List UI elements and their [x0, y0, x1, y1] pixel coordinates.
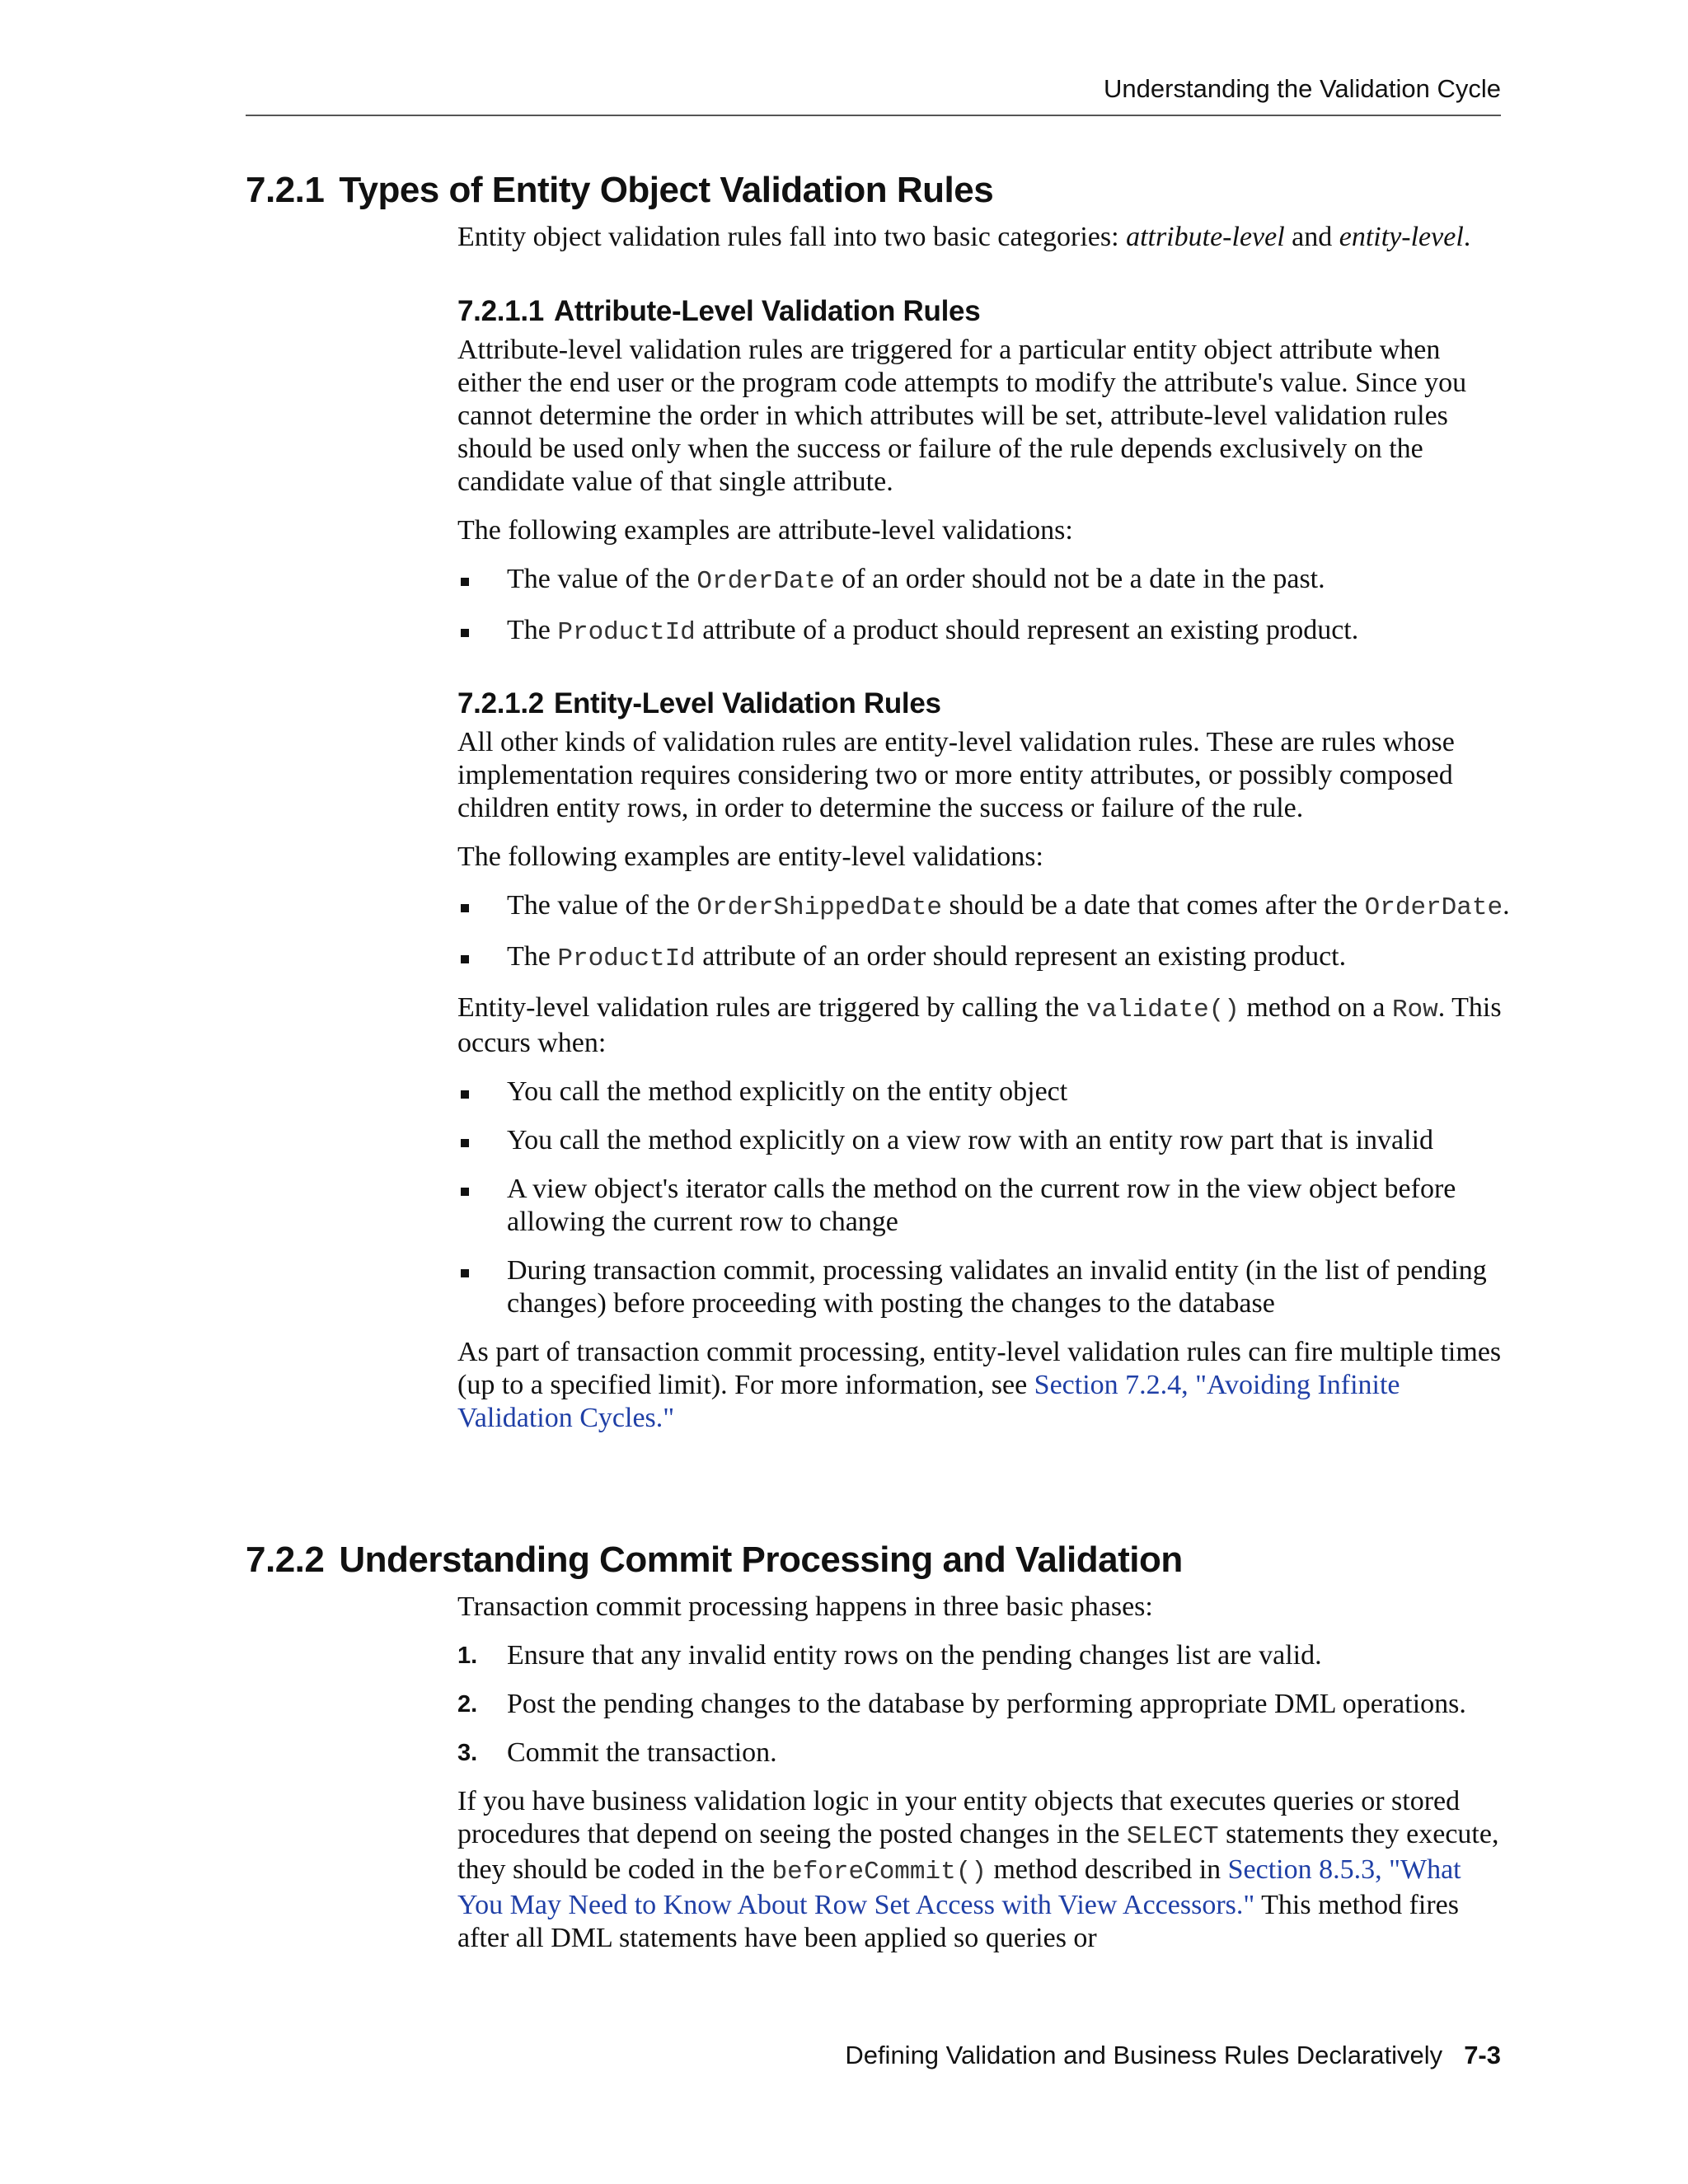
paragraph: The following examples are attribute-level validations:	[457, 515, 1073, 546]
step-number: 2.	[457, 1691, 478, 1718]
text-run: method described in	[986, 1854, 1228, 1885]
step-text: Ensure that any invalid entity rows on the pending changes list are valid.	[507, 1640, 1322, 1671]
list-item	[457, 1076, 1511, 1108]
bullet-icon	[461, 629, 469, 637]
list-item	[457, 889, 1511, 925]
paragraph: Transaction commit processing happens in three basic phases:	[457, 1591, 1153, 1622]
text-run: should be a date that comes after the	[942, 890, 1365, 921]
cross-reference-link[interactable]: Section 7.2.4, "Avoiding Infinite Validation Cycles."	[457, 1370, 1400, 1433]
code-text: ProductId	[557, 618, 696, 647]
footer-title: Defining Validation and Business Rules Declaratively	[845, 2041, 1443, 2069]
text-run: You call the method explicitly on the entity object	[507, 1076, 1068, 1107]
bullet-list	[457, 563, 1511, 649]
bullet-icon	[461, 578, 469, 586]
text-run: attribute of a product should represent an existing product.	[695, 615, 1359, 645]
section-heading-7-2-2	[246, 1540, 1183, 1581]
list-item	[457, 1688, 1511, 1721]
paragraph	[457, 1785, 1511, 1955]
cross-reference-link[interactable]: Section 8.5.3, "What You May Need to Know About Row Set Access with View Accessors."	[457, 1854, 1461, 1920]
bullet-icon	[461, 904, 469, 912]
page-footer	[845, 2041, 1501, 2070]
text-run: attribute of an order should represent an existing product.	[695, 941, 1347, 972]
paragraph	[457, 991, 1511, 1060]
text-run: The	[507, 615, 558, 645]
text-run: The	[507, 941, 558, 972]
code-text: beforeCommit()	[771, 1858, 987, 1886]
step-number: 1.	[457, 1643, 478, 1669]
text-run: The value of the	[507, 890, 697, 921]
section-body-7-2-2	[457, 1591, 1511, 1971]
intro-paragraph	[457, 221, 1511, 254]
text-run: The value of the	[507, 564, 697, 594]
code-text: ProductId	[557, 944, 696, 973]
paragraph: All other kinds of validation rules are entity-level validation rules. These are rules whose implementation requires considering two or more entity attributes, or possibly composed children entity rows, in order to determine the success or failure of the rule.	[457, 727, 1455, 823]
paragraph: The following examples are entity-level validations:	[457, 841, 1043, 872]
text-run: and	[1284, 222, 1339, 252]
step-text: Commit the transaction.	[507, 1737, 777, 1768]
paragraph	[457, 1336, 1511, 1435]
subsection-number: 7.2.1.1	[457, 295, 544, 327]
text-run: A view object's iterator calls the method on the current row in the view object before allowing the current row to change	[507, 1174, 1456, 1237]
subsection-title: Attribute-Level Validation Rules	[553, 295, 981, 327]
text-run: Entity object validation rules fall into two basic categories:	[457, 222, 1127, 252]
list-item	[457, 614, 1511, 649]
section-body-7-2-1	[457, 221, 1511, 1451]
bullet-icon	[461, 955, 469, 963]
section-number: 7.2.2	[246, 1540, 325, 1580]
list-item	[457, 1173, 1511, 1239]
text-run: . This occurs when:	[457, 992, 1502, 1058]
text-run: statements they execute, they should be coded in the	[457, 1819, 1499, 1885]
paragraph: Attribute-level validation rules are triggered for a particular entity object attribute when either the end user or the program code attempts to modify the attribute's value. Since you cannot determine the order in which attributes will be set, attribute-level validation rules should be used only when the success or failure of the rule depends exclusively on the candidate value of that single attribute.	[457, 335, 1467, 497]
section-title: Types of Entity Object Validation Rules	[339, 170, 994, 210]
list-item	[457, 563, 1511, 598]
page-number: 7-3	[1464, 2041, 1501, 2069]
text-run: If you have business validation logic in your entity objects that executes queries or stored procedures that depend on seeing the posted changes in the	[457, 1786, 1461, 1849]
text-run: During transaction commit, processing validates an invalid entity (in the list of pending changes) before proceeding with posting the changes to the database	[507, 1255, 1487, 1319]
emphasis: entity-level	[1339, 222, 1464, 252]
section-heading-7-2-1	[246, 170, 993, 211]
step-text: Post the pending changes to the database by performing appropriate DML operations.	[507, 1689, 1466, 1719]
header-rule	[246, 115, 1501, 116]
code-text: SELECT	[1126, 1822, 1219, 1851]
code-text: OrderDate	[696, 567, 835, 596]
step-number: 3.	[457, 1740, 478, 1766]
code-text: OrderShippedDate	[696, 893, 943, 922]
subsection-heading-7-2-1-2	[457, 687, 1511, 721]
code-text: validate()	[1085, 996, 1240, 1024]
subsection-heading-7-2-1-1	[457, 294, 1511, 329]
list-item	[457, 1124, 1511, 1157]
text-run: .	[1503, 890, 1510, 921]
list-item	[457, 940, 1511, 976]
list-item	[457, 1639, 1511, 1672]
text-run: As part of transaction commit processing, entity-level validation rules can fire multiple times (up to a specified limit). For more information, see	[457, 1337, 1502, 1400]
bullet-icon	[461, 1090, 469, 1099]
bullet-icon	[461, 1188, 469, 1196]
section-number: 7.2.1	[246, 170, 325, 210]
text-run: You call the method explicitly on a view row with an entity row part that is invalid	[507, 1125, 1434, 1155]
text-run: .	[1463, 222, 1471, 252]
subsection-number: 7.2.1.2	[457, 687, 544, 719]
bullet-list	[457, 1076, 1511, 1320]
bullet-icon	[461, 1269, 469, 1277]
bullet-icon	[461, 1139, 469, 1147]
list-item	[457, 1254, 1511, 1320]
text-run: Entity-level validation rules are triggered by calling the	[457, 992, 1086, 1023]
text-run: This method fires after all DML statements have been applied so queries or	[457, 1890, 1459, 1953]
text-run: method on a	[1239, 992, 1392, 1023]
code-text: Row	[1391, 996, 1438, 1024]
numbered-list	[457, 1639, 1511, 1769]
running-header: Understanding the Validation Cycle	[1104, 74, 1501, 103]
text-run: of an order should not be a date in the past.	[834, 564, 1325, 594]
list-item	[457, 1736, 1511, 1769]
emphasis: attribute-level	[1126, 222, 1285, 252]
subsection-title: Entity-Level Validation Rules	[553, 687, 941, 719]
code-text: OrderDate	[1364, 893, 1503, 922]
bullet-list	[457, 889, 1511, 976]
section-title: Understanding Commit Processing and Validation	[339, 1540, 1183, 1580]
